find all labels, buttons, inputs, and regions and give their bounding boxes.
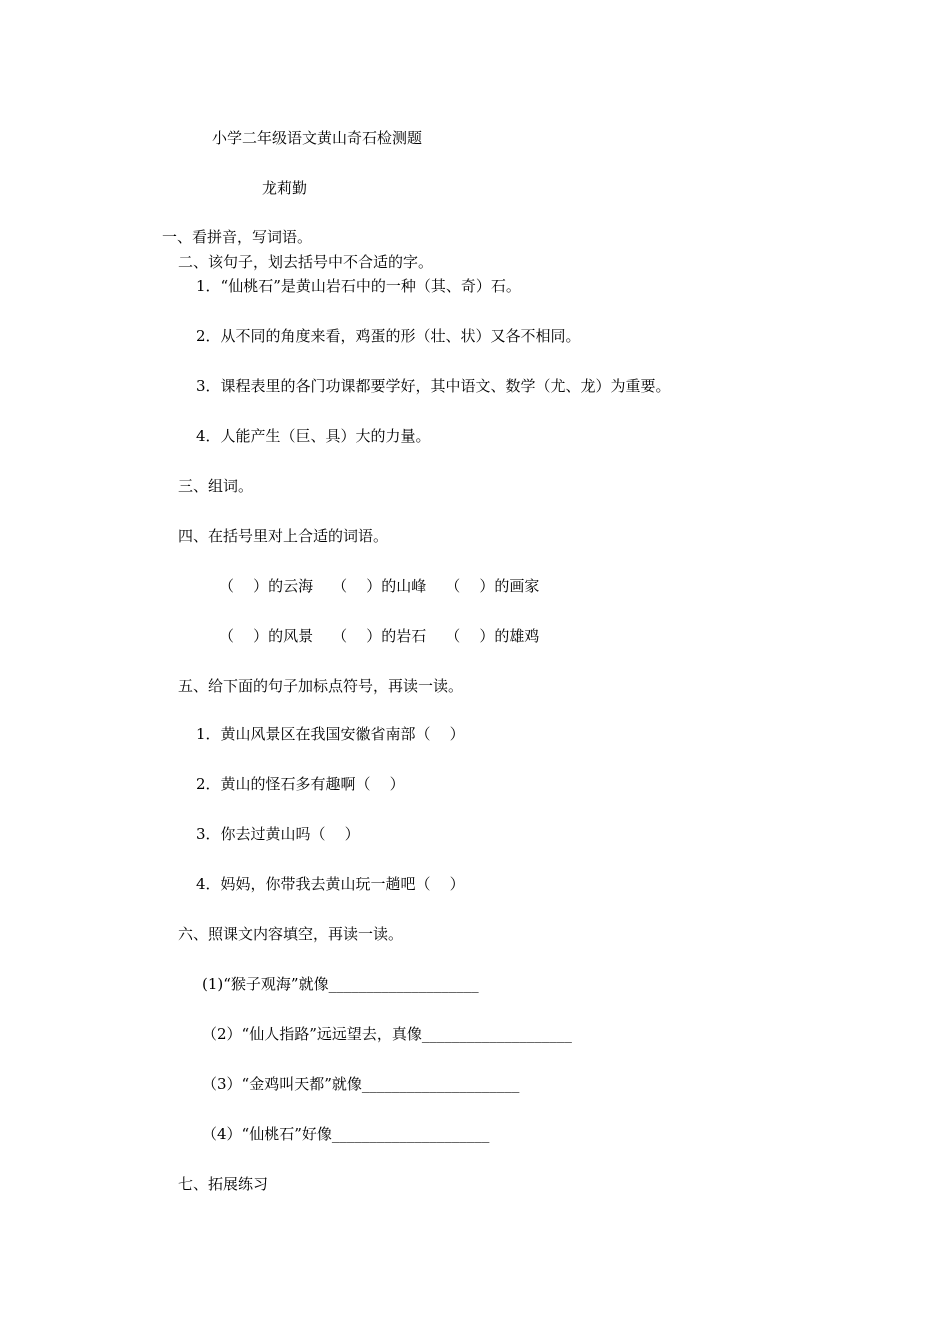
section-2-item: 4．人能产生（巨、具）大的力量。 bbox=[196, 427, 431, 445]
section-6-item: （2）“仙人指路”远远望去，真像____________________ bbox=[202, 1025, 572, 1043]
author-name: 龙莉勤 bbox=[262, 179, 308, 197]
section-3-heading: 三、组词。 bbox=[178, 477, 254, 495]
section-5-item: 2．黄山的怪石多有趣啊（ ） bbox=[196, 775, 405, 793]
section-2-item: 1．“仙桃石”是黄山岩石中的一种（其、奇）石。 bbox=[196, 277, 521, 295]
section-6-item: (1)“猴子观海”就像____________________ bbox=[202, 975, 479, 993]
section-5-heading: 五、给下面的句子加标点符号，再读一读。 bbox=[178, 677, 464, 695]
section-2-item: 2．从不同的角度来看，鸡蛋的形（壮、状）又各不相同。 bbox=[196, 327, 581, 345]
section-5-item: 1．黄山风景区在我国安徽省南部（ ） bbox=[196, 725, 465, 743]
section-5-item: 3．你去过黄山吗（ ） bbox=[196, 825, 360, 843]
section-4-heading: 四、在括号里对上合适的词语。 bbox=[178, 527, 389, 545]
section-1-heading: 一、看拼音，写词语。 bbox=[162, 228, 313, 246]
section-4-row: （ ）的云海 （ ）的山峰 （ ）的画家 bbox=[219, 577, 540, 595]
section-7-heading: 七、拓展练习 bbox=[178, 1175, 269, 1193]
section-2-item: 3．课程表里的各门功课都要学好，其中语文、数学（尤、龙）为重要。 bbox=[196, 377, 671, 395]
section-5-item: 4．妈妈，你带我去黄山玩一趟吧（ ） bbox=[196, 875, 465, 893]
section-6-item: （3）“金鸡叫天都”就像_____________________ bbox=[202, 1075, 520, 1093]
section-4-row: （ ）的风景 （ ）的岩石 （ ）的雄鸡 bbox=[219, 627, 540, 645]
document-title: 小学二年级语文黄山奇石检测题 bbox=[212, 129, 423, 147]
section-2-heading: 二、该句子，划去括号中不合适的字。 bbox=[178, 253, 434, 271]
section-6-item: （4）“仙桃石”好像_____________________ bbox=[202, 1125, 490, 1143]
section-6-heading: 六、照课文内容填空，再读一读。 bbox=[178, 925, 404, 943]
